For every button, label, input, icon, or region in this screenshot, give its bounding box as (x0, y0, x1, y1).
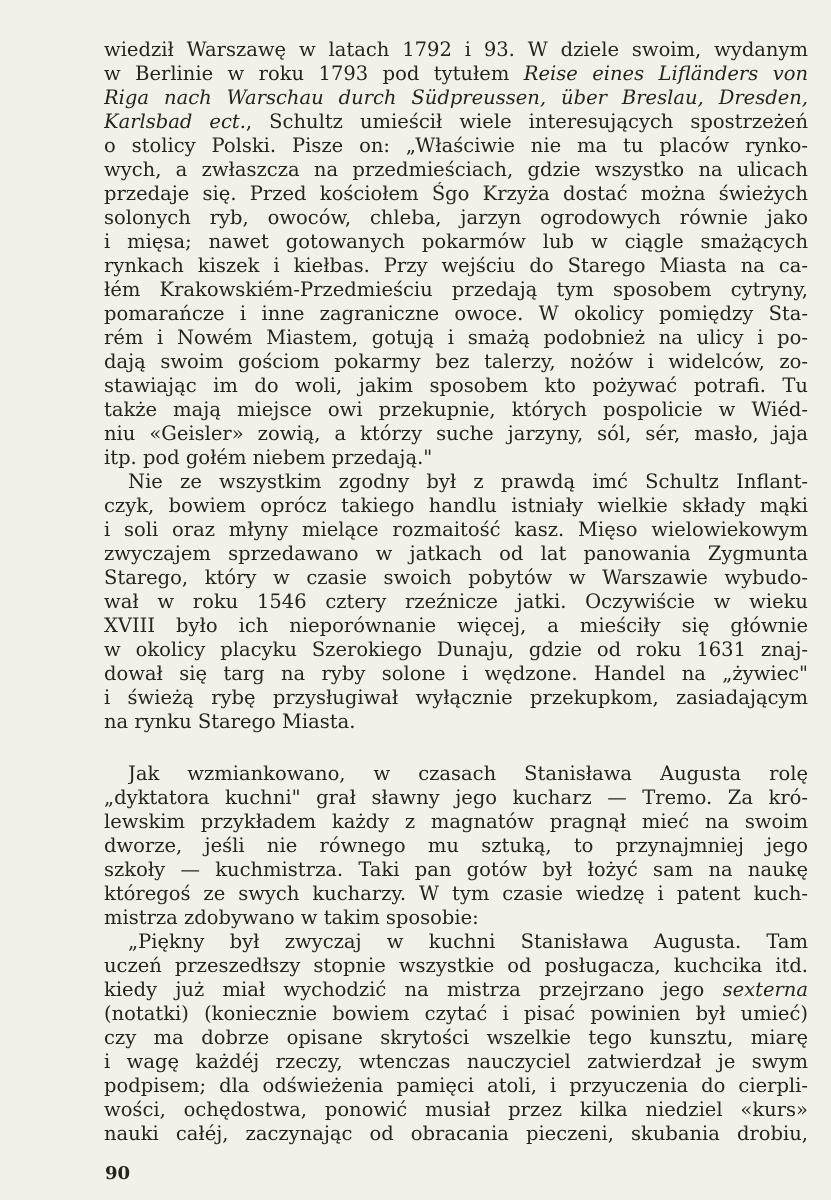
text-line (104, 86, 808, 110)
text-line (104, 62, 808, 86)
text-line: o stolicy Polski. Pisze on: „Właściwie nie ma tu placów rynko- (104, 134, 808, 157)
italic-term: Reise eines Lifländers von (523, 62, 808, 85)
text-line: lewskim przykładem każdy z magnatów pragnął mieć na swoim (104, 810, 808, 833)
text-line: i świeżą rybę przysługiwał wyłącznie przekupkom, zasiadającym (104, 686, 808, 709)
text-line: któregoś ze swych kucharzy. W tym czasie wiedzę i patent kuch- (104, 882, 808, 905)
text-line: nauki całéj, zaczynając od obracania pieczeni, skubania drobiu, (104, 1122, 808, 1145)
italic-term: Riga nach Warschau durch Südpreussen, über Breslau, Dresden, (104, 86, 808, 109)
text-line: wał w roku 1546 cztery rzeźnicze jatki. Oczywiście w wieku (104, 590, 808, 613)
text-line: dował się targ na ryby solone i wędzone. Handel na „żywiec" (104, 662, 808, 685)
text-line: dają swoim gościom pokarmy bez talerzy, nożów i widelców, zo- (104, 350, 808, 373)
text-line-content: w Berlinie w roku 1793 pod tytułem Reise eines Lifländers von (104, 62, 808, 85)
text-line: „dyktatora kuchni" grał sławny jego kucharz — Tremo. Za kró- (104, 786, 808, 809)
text-line: niu «Geisler» zowią, a którzy suche jarzyny, sól, sér, masło, jaja (104, 422, 808, 445)
page-number: 90 (105, 1163, 131, 1184)
text-line: wych, a zwłaszcza na przedmieściach, gdzie wszystko na ulicach (104, 158, 808, 181)
text-line: przedaje się. Przed kościołem Śgo Krzyża dostać można świeżych (104, 182, 808, 205)
text-line: solonych ryb, owoców, chleba, jarzyn ogrodowych równie jako (104, 206, 808, 229)
text-line: dworze, jeśli nie równego mu sztuką, to przynajmniej jego (104, 834, 808, 857)
text-line: „Piękny był zwyczaj w kuchni Stanisława Augusta. Tam (128, 930, 808, 953)
text-line: podpisem; dla odświeżenia pamięci atoli, i przyuczenia do cierpli- (104, 1074, 808, 1097)
text-line: Jak wzmiankowano, w czasach Stanisława Augusta rolę (128, 762, 808, 785)
text-line: rém i Nowém Miastem, gotują i smażą podobnież na ulicy i po- (104, 326, 808, 349)
text-line: mistrza zdobywano w takim sposobie: (104, 906, 479, 929)
text-line: czy ma dobrze opisane skrytości wszelkie tego kunsztu, miarę (104, 1026, 808, 1049)
text-line: zwyczajem sprzedawano w jatkach od lat panowania Zygmunta (104, 542, 808, 565)
text-line: Starego, który w czasie swoich pobytów w Warszawie wybudo- (104, 566, 808, 589)
text-line: Karlsbad ect., Schultz umieścił wiele interesujących spostrzeżeń (104, 110, 808, 133)
text-line: uczeń przeszedłszy stopnie wszystkie od posługacza, kuchcika itd. (104, 954, 808, 977)
text-line: wości, ochędostwa, ponowić musiał przez kilka niedziel «kurs» (104, 1098, 808, 1121)
text-line: Nie ze wszystkim zgodny był z prawdą imć Schultz Inflant- (128, 470, 808, 493)
text-line: w okolicy placyku Szerokiego Dunaju, gdzie od roku 1631 znaj- (104, 638, 808, 661)
text-line: na rynku Starego Miasta. (104, 710, 356, 733)
text-line: i mięsa; nawet gotowanych pokarmów lub w ciągle smażących (104, 230, 808, 253)
text-line: szkoły — kuchmistrza. Taki pan gotów był łożyć sam na naukę (104, 858, 808, 881)
italic-term: Karlsbad ect. (104, 110, 246, 133)
text-line: pomarańcze i inne zagraniczne owoce. W okolicy pomiędzy Sta- (104, 302, 808, 325)
text-line: łém Krakowskiém-Przedmieściu przedają tym sposobem cytryny, (104, 278, 808, 301)
text-line: czyk, bowiem oprócz takiego handlu istniały wielkie składy mąki (104, 494, 808, 517)
text-line: i wagę każdéj rzeczy, wtenczas nauczyciel zatwierdzał je swym (104, 1050, 808, 1073)
text-line: wiedził Warszawę w latach 1792 i 93. W dziele swoim, wydanym (104, 38, 808, 61)
text-line: także mają miejsce owi przekupnie, których pospolicie w Wiéd- (104, 398, 808, 421)
text-line: (notatki) (koniecznie bowiem czytać i pisać powinien był umieć) (104, 1002, 808, 1025)
text-line: rynkach kiszek i kiełbas. Przy wejściu do Starego Miasta na ca- (104, 254, 808, 277)
text-line: itp. pod gołém niebem przedają." (104, 446, 433, 469)
text-line: kiedy już miał wychodzić na mistrza przejrzano jego sexterna (104, 978, 808, 1001)
italic-term: sexterna (722, 978, 808, 1001)
text-line: i soli oraz młyny mielące rozmaitość kasz. Mięso wielowiekowym (104, 518, 808, 541)
text-line: XVIII było ich nieporównanie więcej, a mieściły się głównie (104, 614, 808, 637)
text-line: stawiając im do woli, jakim sposobem kto pożywać potrafi. Tu (104, 374, 808, 397)
